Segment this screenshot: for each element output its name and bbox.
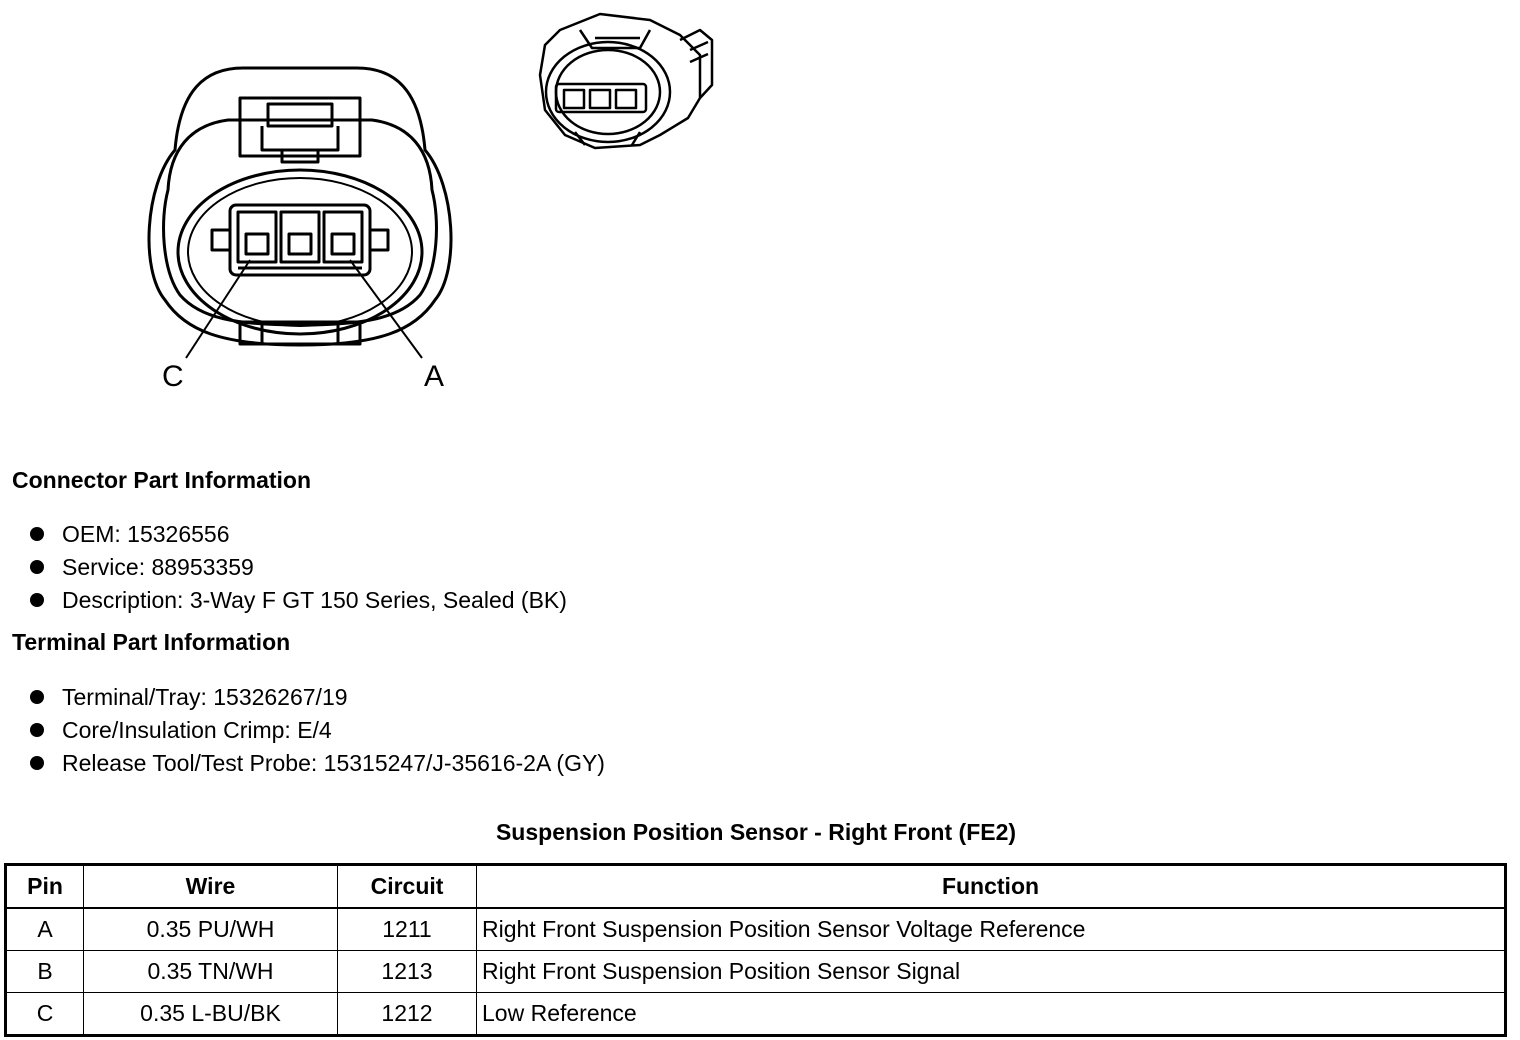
terminal-info-list xyxy=(30,681,605,780)
terminal-housing xyxy=(230,205,370,275)
list-item: Description: 3-Way F GT 150 Series, Sealed (BK) xyxy=(30,584,567,617)
cell-circuit: 1213 xyxy=(338,951,477,993)
cell-pin: B xyxy=(6,951,84,993)
cell-function: Low Reference xyxy=(477,993,1506,1036)
terminal-info-title: Terminal Part Information xyxy=(12,629,291,655)
connector-info-list xyxy=(30,518,567,617)
bullet-icon xyxy=(30,560,44,574)
cell-function: Right Front Suspension Position Sensor Signal xyxy=(477,951,1506,993)
table-row xyxy=(6,951,1506,993)
list-item: Core/Insulation Crimp: E/4 xyxy=(30,714,605,747)
bullet-icon xyxy=(30,527,44,541)
cell-wire: 0.35 PU/WH xyxy=(84,908,338,951)
cell-circuit: 1212 xyxy=(338,993,477,1036)
table-row xyxy=(6,908,1506,951)
pin-label-c: C xyxy=(162,360,184,393)
connector-perspective-illustration xyxy=(540,14,712,148)
table-title: Suspension Position Sensor - Right Front (FE2) xyxy=(495,819,1017,845)
cell-pin: A xyxy=(6,908,84,951)
header-circuit: Circuit xyxy=(338,865,477,909)
bullet-icon xyxy=(30,756,44,770)
list-item: Release Tool/Test Probe: 15315247/J-35616-2A (GY) xyxy=(30,747,605,780)
bullet-icon xyxy=(30,690,44,704)
cell-wire: 0.35 L-BU/BK xyxy=(84,993,338,1036)
table-header-row xyxy=(6,865,1506,909)
cell-wire: 0.35 TN/WH xyxy=(84,951,338,993)
cell-pin: C xyxy=(6,993,84,1036)
header-pin: Pin xyxy=(6,865,84,909)
header-function: Function xyxy=(477,865,1506,909)
connector-info-title: Connector Part Information xyxy=(12,467,312,493)
cell-circuit: 1211 xyxy=(338,908,477,951)
table-row xyxy=(6,993,1506,1036)
pinout-table xyxy=(4,863,1507,1037)
cell-function: Right Front Suspension Position Sensor Voltage Reference xyxy=(477,908,1506,951)
header-wire: Wire xyxy=(84,865,338,909)
bullet-icon xyxy=(30,723,44,737)
bullet-icon xyxy=(30,593,44,607)
pin-label-a: A xyxy=(424,360,445,393)
list-item: Service: 88953359 xyxy=(30,551,567,584)
list-item: Terminal/Tray: 15326267/19 xyxy=(30,681,605,714)
connector-face-diagram xyxy=(0,0,760,410)
list-item: OEM: 15326556 xyxy=(30,518,567,551)
